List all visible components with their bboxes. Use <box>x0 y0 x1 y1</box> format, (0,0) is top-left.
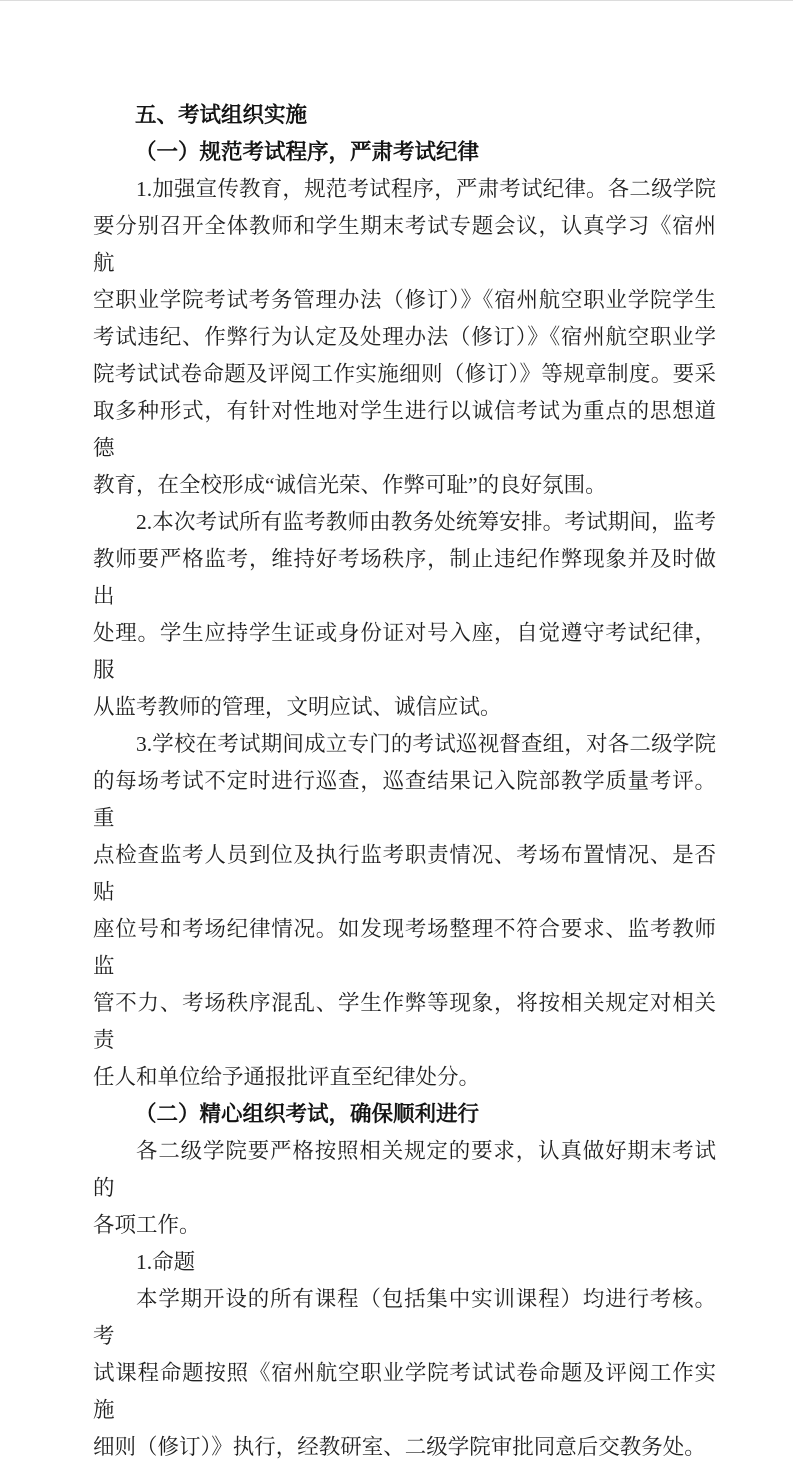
paragraph-line: 的每场考试不定时进行巡查，巡查结果记入院部教学质量考评。重 <box>93 769 716 830</box>
subsection-heading: （二）精心组织考试，确保顺利进行 <box>135 1102 480 1126</box>
paragraph-line: 教育，在全校形成“诚信光荣、作弊可耻”的良好氛围。 <box>93 473 607 497</box>
paragraph-line: 1.命题 <box>136 1250 196 1274</box>
paragraph-line: 3.学校在考试期间成立专门的考试巡视督查组，对各二级学院 <box>136 732 716 756</box>
paragraph-line: 要分别召开全体教师和学生期末考试专题会议，认真学习《宿州航 <box>93 214 716 275</box>
paragraph-line: 院考试试卷命题及评阅工作实施细则（修订）》等规章制度。要采 <box>93 362 716 386</box>
paragraph-line: 考试违纪、作弊行为认定及处理办法（修订）》《宿州航空职业学 <box>93 325 716 349</box>
paragraph-line: 各项工作。 <box>93 1213 201 1237</box>
paragraph-line: 处理。学生应持学生证或身份证对号入座，自觉遵守考试纪律，服 <box>93 621 716 682</box>
section-heading: 五、考试组织实施 <box>135 103 308 127</box>
paragraph-line: 1.加强宣传教育，规范考试程序，严肃考试纪律。各二级学院 <box>136 177 716 201</box>
paragraph-line: 2.本次考试所有监考教师由教务处统筹安排。考试期间，监考 <box>136 510 716 534</box>
page-top-edge <box>0 0 793 1</box>
subsection-heading: （一）规范考试程序，严肃考试纪律 <box>135 140 480 164</box>
paragraph-line: 取多种形式，有针对性地对学生进行以诚信考试为重点的思想道德 <box>93 399 716 460</box>
paragraph-line: 点检查监考人员到位及执行监考职责情况、考场布置情况、是否贴 <box>93 843 716 904</box>
paragraph-line: 任人和单位给予通报批评直至纪律处分。 <box>93 1065 481 1089</box>
paragraph-line: 各二级学院要严格按照相关规定的要求，认真做好期末考试的 <box>93 1139 716 1200</box>
paragraph-line: 从监考教师的管理，文明应试、诚信应试。 <box>93 695 502 719</box>
paragraph-line: 空职业学院考试考务管理办法（修订）》《宿州航空职业学院学生 <box>93 288 716 312</box>
paragraph-line: 试课程命题按照《宿州航空职业学院考试试卷命题及评阅工作实施 <box>93 1361 716 1422</box>
paragraph-line: 本学期开设的所有课程（包括集中实训课程）均进行考核。考 <box>93 1287 716 1348</box>
paragraph-line: 细则（修订）》执行，经教研室、二级学院审批同意后交教务处。 <box>93 1435 706 1459</box>
paragraph-line: 教师要严格监考，维持好考场秩序，制止违纪作弊现象并及时做出 <box>93 547 716 608</box>
document-body <box>93 97 716 1466</box>
paragraph-line: 管不力、考场秩序混乱、学生作弊等现象，将按相关规定对相关责 <box>93 991 716 1052</box>
paragraph-line: 座位号和考场纪律情况。如发现考场整理不符合要求、监考教师监 <box>93 917 716 978</box>
